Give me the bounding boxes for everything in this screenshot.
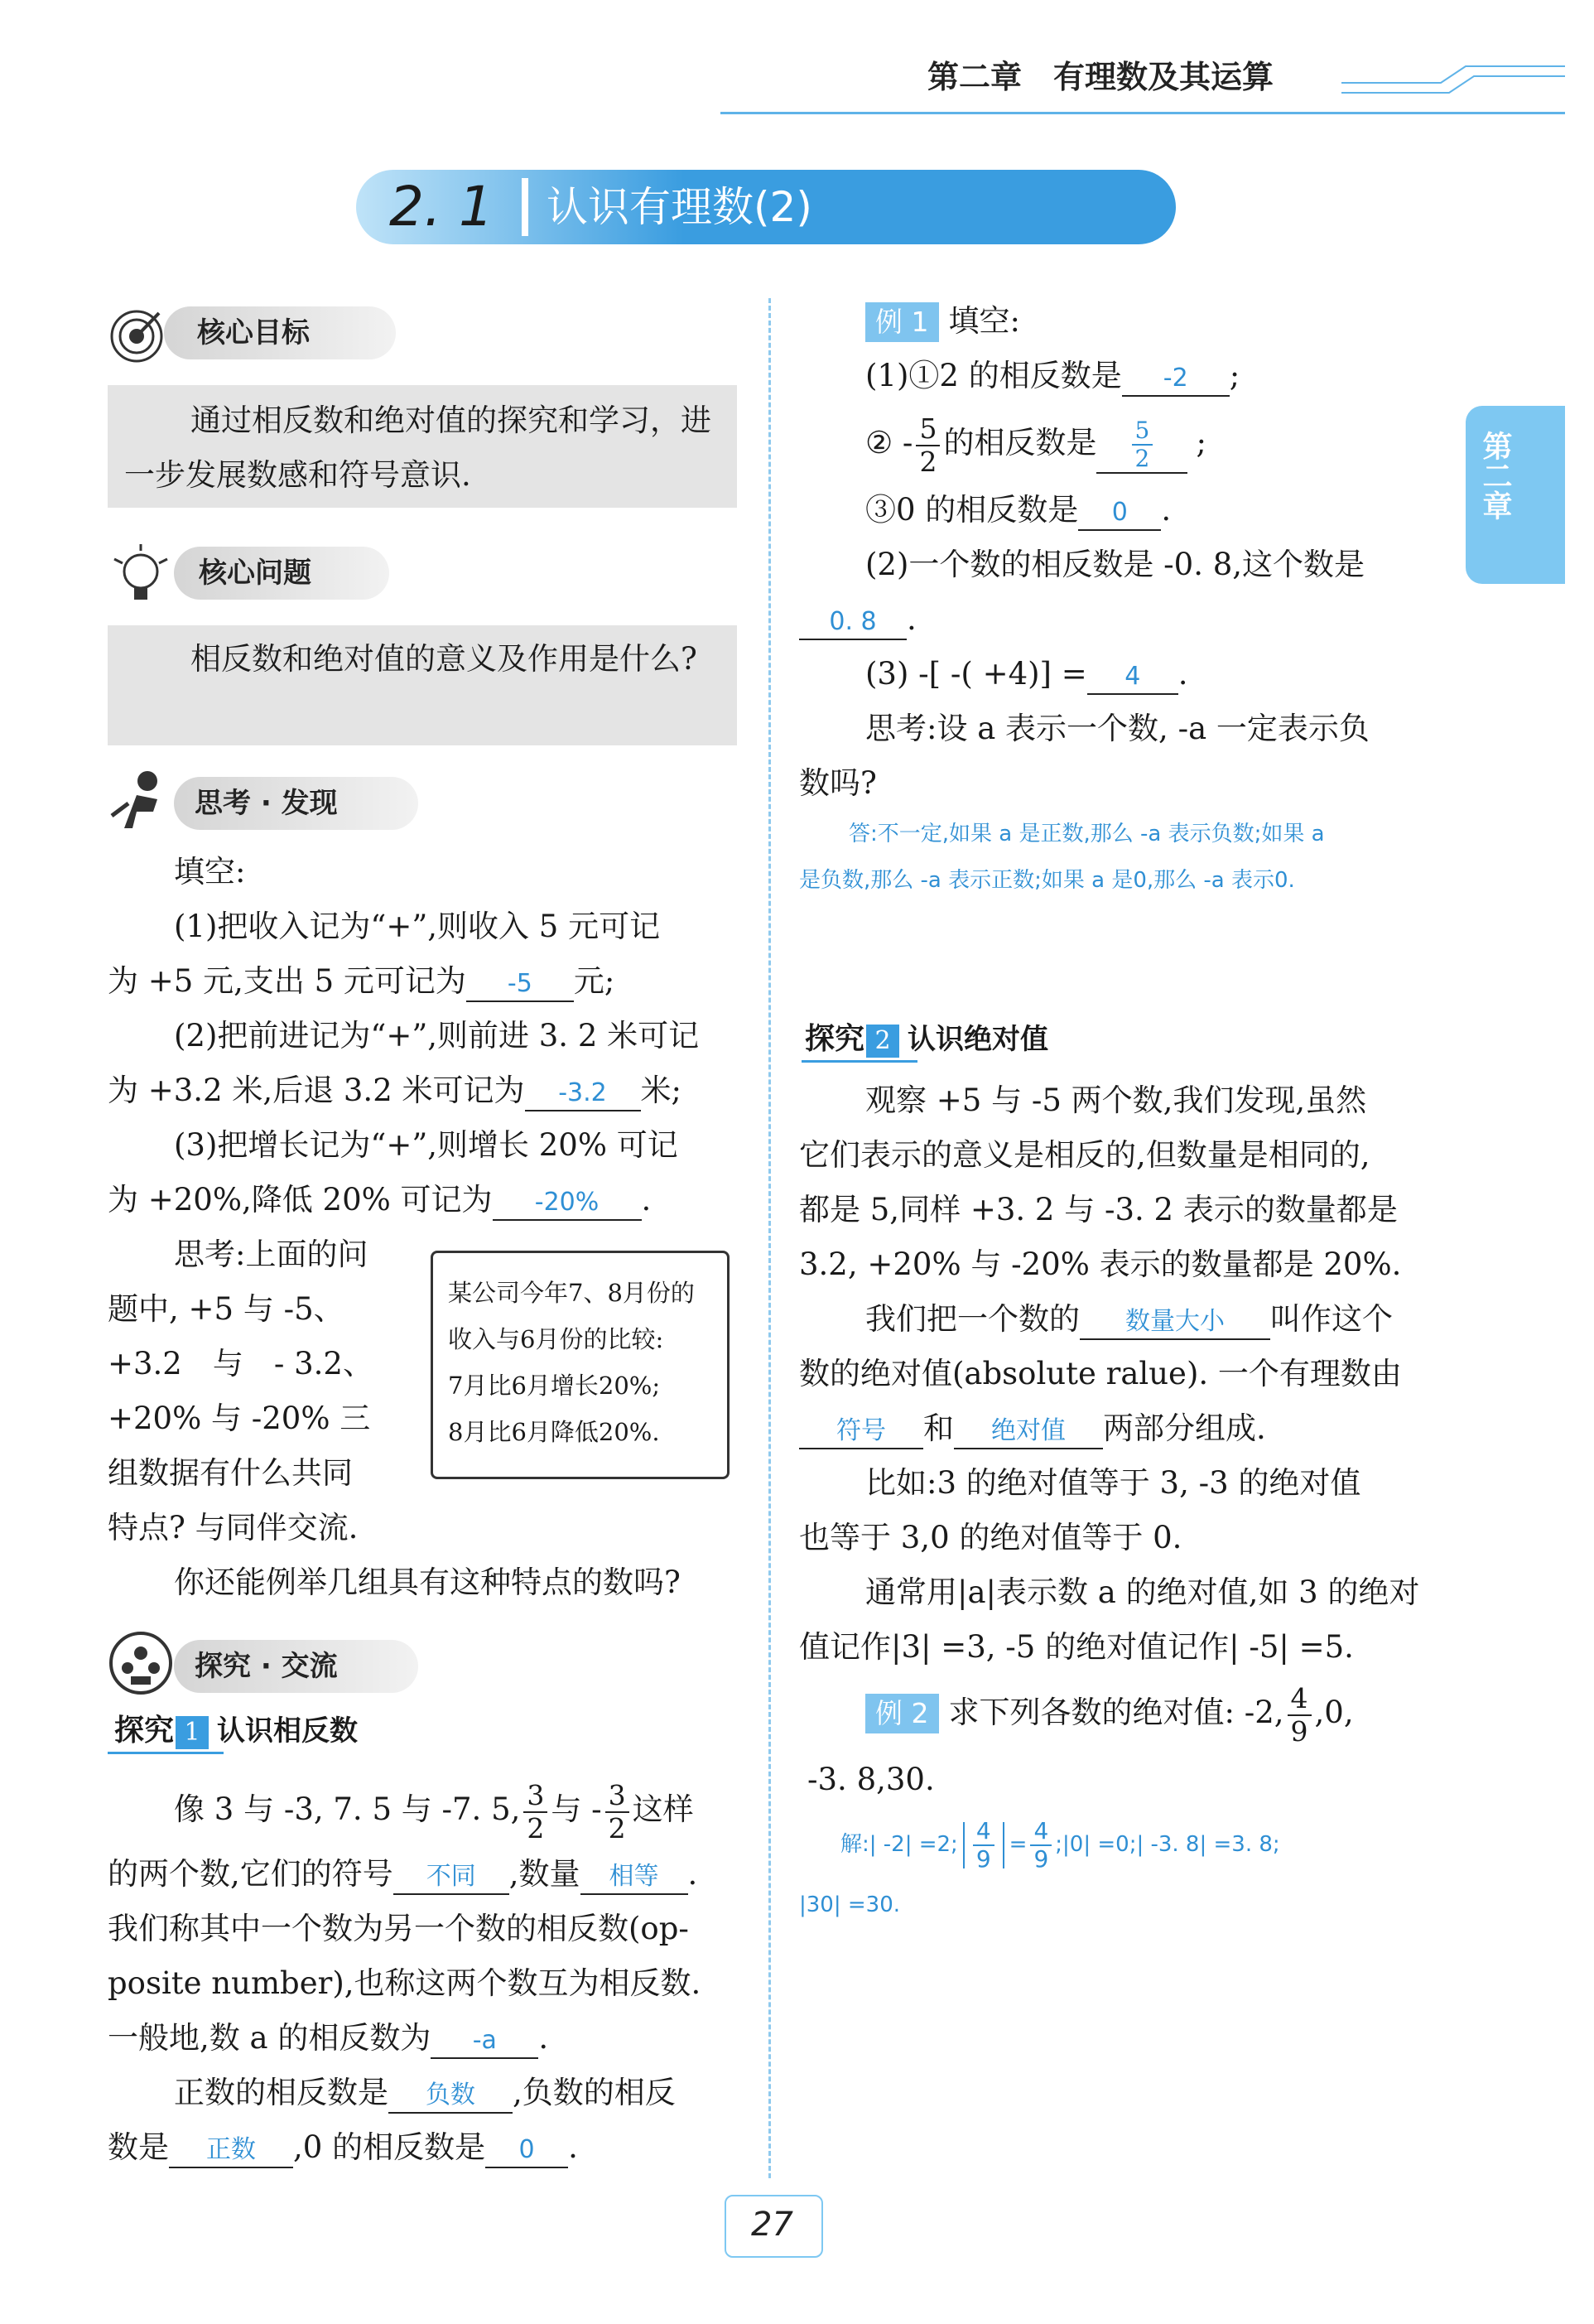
- scroll-line: 7月比6月增长20%;: [448, 1372, 661, 1400]
- explore2-p2c: 数的绝对值(absolute ralue). 一个有理数由: [799, 1356, 1402, 1391]
- fraction-3-2: [523, 1780, 547, 1844]
- example1-b1: (2)一个数的相反数是 -0. 8,这个数是: [865, 547, 1365, 582]
- explore2-tag: 探究: [805, 1022, 865, 1056]
- think-q2a: (2)把前进记为“+”,则前进 3. 2 米可记: [174, 1018, 700, 1054]
- think-q1-end: 元;: [573, 963, 615, 999]
- fraction-4-9: [1288, 1683, 1312, 1748]
- frac-num: 3: [523, 1780, 547, 1813]
- frac-num: 5: [1132, 417, 1153, 446]
- example1-a3-end: .: [1161, 492, 1172, 528]
- example1-a2: [799, 403, 1445, 483]
- explore2-p2d: 和: [923, 1410, 954, 1446]
- think-content: [108, 845, 745, 1227]
- answer-fraction-5-2: [1132, 417, 1153, 472]
- explore1-l3: 我们称其中一个数为另一个数的相反数(op-: [108, 1911, 689, 1946]
- example1-a1: [799, 349, 1445, 403]
- example2-l2: -3. 8,30.: [807, 1762, 935, 1797]
- explore1-line5: [108, 2011, 745, 2066]
- answer-blank-ex1-c: 4: [1087, 660, 1178, 695]
- explore2-p4: 通常用|a|表示数 a 的绝对值,如 3 的绝对: [865, 1574, 1420, 1610]
- think-q3a: (3)把增长记为“+”,则增长 20% 可记: [174, 1127, 678, 1163]
- example1-header: [799, 294, 1445, 349]
- core-question-text: 相反数和绝对值的意义及作用是什么?: [190, 641, 697, 677]
- explore1-number: 1: [176, 1716, 209, 1749]
- explore1-subheading: [114, 1710, 358, 1757]
- header-deco-lines: [1341, 58, 1565, 99]
- explore2-underline: [802, 1060, 917, 1063]
- example1-a1-text: (1)①2 的相反数是: [865, 358, 1122, 393]
- example1-a2a: ② -: [865, 425, 913, 460]
- example1-tag: 例 1: [865, 302, 939, 342]
- answer-blank-ex1-a1: -2: [1122, 362, 1230, 397]
- explore1-l2a: 的两个数,它们的符号: [108, 1856, 393, 1892]
- explore2-p3: 比如:3 的绝对值等于 3, -3 的绝对值: [865, 1465, 1361, 1501]
- frac-num: 4: [973, 1818, 994, 1846]
- section-number: 2. 1: [389, 175, 494, 239]
- reflect-line: 题中, +5 与 -5、: [108, 1291, 344, 1327]
- lightbulb-icon: [108, 542, 174, 612]
- core-goal-title: 核心目标: [197, 316, 310, 350]
- think-title: 思考 · 发现: [195, 787, 338, 820]
- answer-blank-sign: 不同: [393, 1860, 509, 1895]
- explore2-p3: 也等于 3,0 的绝对值等于 0.: [799, 1520, 1182, 1555]
- reflect-line: +20% 与 -20% 三: [108, 1401, 371, 1436]
- fraction-5-2: [916, 413, 940, 478]
- think-q1b-line: [108, 954, 745, 1009]
- explore1-underline: [108, 1752, 224, 1754]
- reflect-line: 特点? 与同伴交流.: [108, 1510, 359, 1545]
- frac-den: 2: [1134, 444, 1150, 472]
- explore2-p2-line3: [799, 1401, 1445, 1456]
- scroll-line: 8月比6月降低20%.: [448, 1418, 660, 1446]
- explore1-l6b: ,负数的相反: [513, 2075, 676, 2110]
- think-intro: 填空:: [174, 854, 246, 890]
- section-title: 认识有理数(2): [547, 183, 812, 231]
- target-icon: [108, 305, 166, 366]
- explore2-p2a: 我们把一个数的: [865, 1301, 1080, 1337]
- core-goal-heading: [164, 306, 396, 359]
- solution-fraction-4-9: [973, 1818, 994, 1873]
- explore2-content: [799, 1073, 1445, 1675]
- example1-a3: [799, 483, 1445, 538]
- explore-title: 探究 · 交流: [195, 1650, 338, 1683]
- answer-blank-q3: -20%: [493, 1186, 642, 1221]
- explore2-subheading: [805, 1019, 1048, 1065]
- example1: [799, 294, 1445, 904]
- answer-blank-q1: -5: [466, 967, 574, 1002]
- explore1-l7c: .: [568, 2129, 578, 2165]
- frac-den: 2: [608, 1811, 626, 1844]
- solution-fraction-4-9: [1030, 1818, 1052, 1873]
- explore-heading: [174, 1640, 418, 1693]
- explore2-p2e: 两部分组成.: [1103, 1410, 1266, 1446]
- answer-blank-abs-part: 绝对值: [954, 1415, 1103, 1449]
- think-q2-end: 米;: [640, 1073, 681, 1108]
- explore2-p1: 都是 5,同样 +3. 2 与 -3. 2 表示的数量都是: [799, 1192, 1398, 1227]
- frac-num: 4: [1288, 1683, 1312, 1716]
- example1-a3-text: ③0 的相反数是: [865, 492, 1079, 528]
- core-question-title: 核心问题: [199, 557, 311, 590]
- explore2-p4: 值记作|3| =3, -5 的绝对值记作| -5| =5.: [799, 1629, 1354, 1665]
- abs-bar: [1003, 1822, 1004, 1868]
- explore1-tag: 探究: [114, 1714, 175, 1748]
- scroll-line: 收入与6月份的比较:: [448, 1325, 664, 1353]
- example1-a2b: 的相反数是: [943, 425, 1097, 460]
- answer-blank-zero: 0: [485, 2134, 568, 2168]
- think-q2b-line: [108, 1063, 745, 1118]
- reflect-line: +3.2 与 - 3.2、: [108, 1346, 373, 1381]
- explore2-number: 2: [866, 1025, 899, 1058]
- explore2-p1: 3.2, +20% 与 -20% 表示的数量都是 20%.: [799, 1246, 1402, 1282]
- fraction-3-2: [605, 1780, 629, 1844]
- explore1-l5a: 一般地,数 a 的相反数为: [108, 2020, 431, 2056]
- scroll-line: 某公司今年7、8月份的: [448, 1279, 695, 1307]
- example1-intro: 填空:: [948, 303, 1020, 339]
- explore1-l4: posite number),也称这两个数互为相反数.: [108, 1965, 701, 2001]
- think-q2b: 为 +3.2 米,后退 3.2 米可记为: [108, 1073, 525, 1108]
- answer-blank-positive: 负数: [388, 2079, 513, 2114]
- explore1-line1: [108, 1772, 745, 1847]
- core-question-heading: [174, 547, 389, 600]
- frac-num: 4: [1030, 1818, 1052, 1846]
- answer-blank-quantity: 相等: [580, 1860, 688, 1895]
- frac-den: 9: [1290, 1714, 1308, 1748]
- explore2-subtitle: 认识绝对值: [908, 1023, 1049, 1056]
- example2-line1: [799, 1673, 1445, 1753]
- explore1-l6a: 正数的相反数是: [174, 2075, 388, 2110]
- example1-b2: [799, 592, 1445, 647]
- abs-bar: [963, 1822, 965, 1868]
- chapter-side-tab-label: 第二章: [1478, 431, 1512, 520]
- frac-den: 9: [1033, 1844, 1049, 1873]
- frac-den: 2: [527, 1811, 545, 1844]
- think-heading: [174, 777, 418, 830]
- answer-blank-ex1-a2: [1096, 417, 1187, 474]
- thinker-icon: [108, 766, 174, 836]
- explore1-l7b: ,0 的相反数是: [293, 2129, 486, 2165]
- example1-c: [799, 647, 1445, 702]
- think-q3-end: .: [641, 1182, 652, 1217]
- page-number: 27: [751, 2206, 793, 2244]
- example2: [799, 1673, 1445, 1928]
- example2-sol-c: ;|0| =0;| -3. 8| =3. 8;: [1055, 1832, 1280, 1857]
- explore1-l2b: ,数量: [508, 1856, 580, 1892]
- reflect-line: 组数据有什么共同: [108, 1455, 353, 1491]
- example2-tag: 例 2: [865, 1694, 939, 1733]
- explore2-p2b: 叫作这个: [1270, 1301, 1393, 1337]
- think-q1a: (1)把收入记为“+”,则收入 5 元可记: [174, 909, 661, 944]
- column-divider: [768, 298, 771, 2178]
- explore1-line6: [108, 2066, 745, 2120]
- scroll-note: [431, 1251, 730, 1479]
- explore2-p2-line1: [799, 1292, 1445, 1347]
- explore1-l2c: .: [687, 1856, 698, 1892]
- example1-answer1: 答:不一定,如果 a 是正数,那么 -a 表示负数;如果 a: [849, 822, 1325, 846]
- header-line: [720, 112, 1565, 114]
- explore1-l5b: .: [538, 2020, 549, 2056]
- answer-blank-negative: 正数: [169, 2134, 293, 2168]
- example2-l1b: ,0,: [1314, 1695, 1354, 1730]
- think-reflect: [108, 1227, 406, 1555]
- example2-l1a: 求下列各数的绝对值: -2,: [948, 1695, 1284, 1730]
- example1-think2: 数吗?: [799, 765, 877, 801]
- explore1-line2: [108, 1847, 745, 1902]
- example1-b-end: .: [907, 601, 917, 637]
- explore1-line7: [108, 2120, 745, 2175]
- explore1-content: [108, 1772, 745, 2175]
- answer-blank-q2: -3.2: [525, 1077, 641, 1111]
- example1-c-end: .: [1177, 656, 1188, 692]
- example2-solution: [799, 1807, 1445, 1882]
- answer-blank-ex1-b: 0. 8: [799, 605, 907, 640]
- group-icon: [108, 1630, 174, 1700]
- explore1-l1c: 这样: [632, 1791, 694, 1827]
- example2-sol-a: 解:| -2| =2;: [840, 1832, 958, 1857]
- answer-blank-magnitude: 数量大小: [1080, 1305, 1270, 1340]
- explore1-l1b: 与 -: [551, 1791, 602, 1827]
- explore1-l7a: 数是: [108, 2129, 169, 2165]
- example1-a2-end: ;: [1196, 425, 1206, 460]
- example1-answer2: 是负数,那么 -a 表示正数;如果 a 是0,那么 -a 表示0.: [799, 868, 1295, 893]
- explore2-p1: 观察 +5 与 -5 两个数,我们发现,虽然: [865, 1082, 1367, 1118]
- frac-num: 3: [605, 1780, 629, 1813]
- example2-sol-b: =: [1009, 1832, 1028, 1857]
- frac-num: 5: [916, 413, 940, 446]
- think-q1b: 为 +5 元,支出 5 元可记为: [108, 963, 466, 999]
- answer-blank-sign-part: 符号: [799, 1415, 923, 1449]
- example1-a1-end: ;: [1229, 358, 1240, 393]
- think-q3b-line: [108, 1173, 745, 1227]
- banner-divider: [522, 178, 528, 236]
- think-q3b: 为 +20%,降低 20% 可记为: [108, 1182, 493, 1217]
- frac-den: 9: [975, 1844, 991, 1873]
- explore1-subtitle: 认识相反数: [217, 1714, 359, 1748]
- chapter-header: 第二章 有理数及其运算: [927, 59, 1274, 95]
- reflect-line: 思考:上面的问: [174, 1237, 368, 1272]
- example1-c-text: (3) -[ -( +4)] =: [865, 656, 1087, 692]
- explore2-p1: 它们表示的意义是相反的,但数量是相同的,: [799, 1137, 1370, 1173]
- explore1-l1a: 像 3 与 -3, 7. 5 与 -7. 5,: [174, 1791, 521, 1827]
- answer-blank-ex1-a3: 0: [1078, 496, 1161, 531]
- example1-think1: 思考:设 a 表示一个数, -a 一定表示负: [865, 711, 1370, 746]
- core-goal-text: 通过相反数和绝对值的探究和学习，进一步发展数感和符号意识.: [124, 403, 711, 493]
- answer-blank-opposite-a: -a: [431, 2024, 538, 2059]
- example2-solution2: |30| =30.: [799, 1892, 901, 1917]
- think-more: 你还能例举几组具有这种特点的数吗?: [174, 1565, 681, 1600]
- frac-den: 2: [919, 445, 937, 478]
